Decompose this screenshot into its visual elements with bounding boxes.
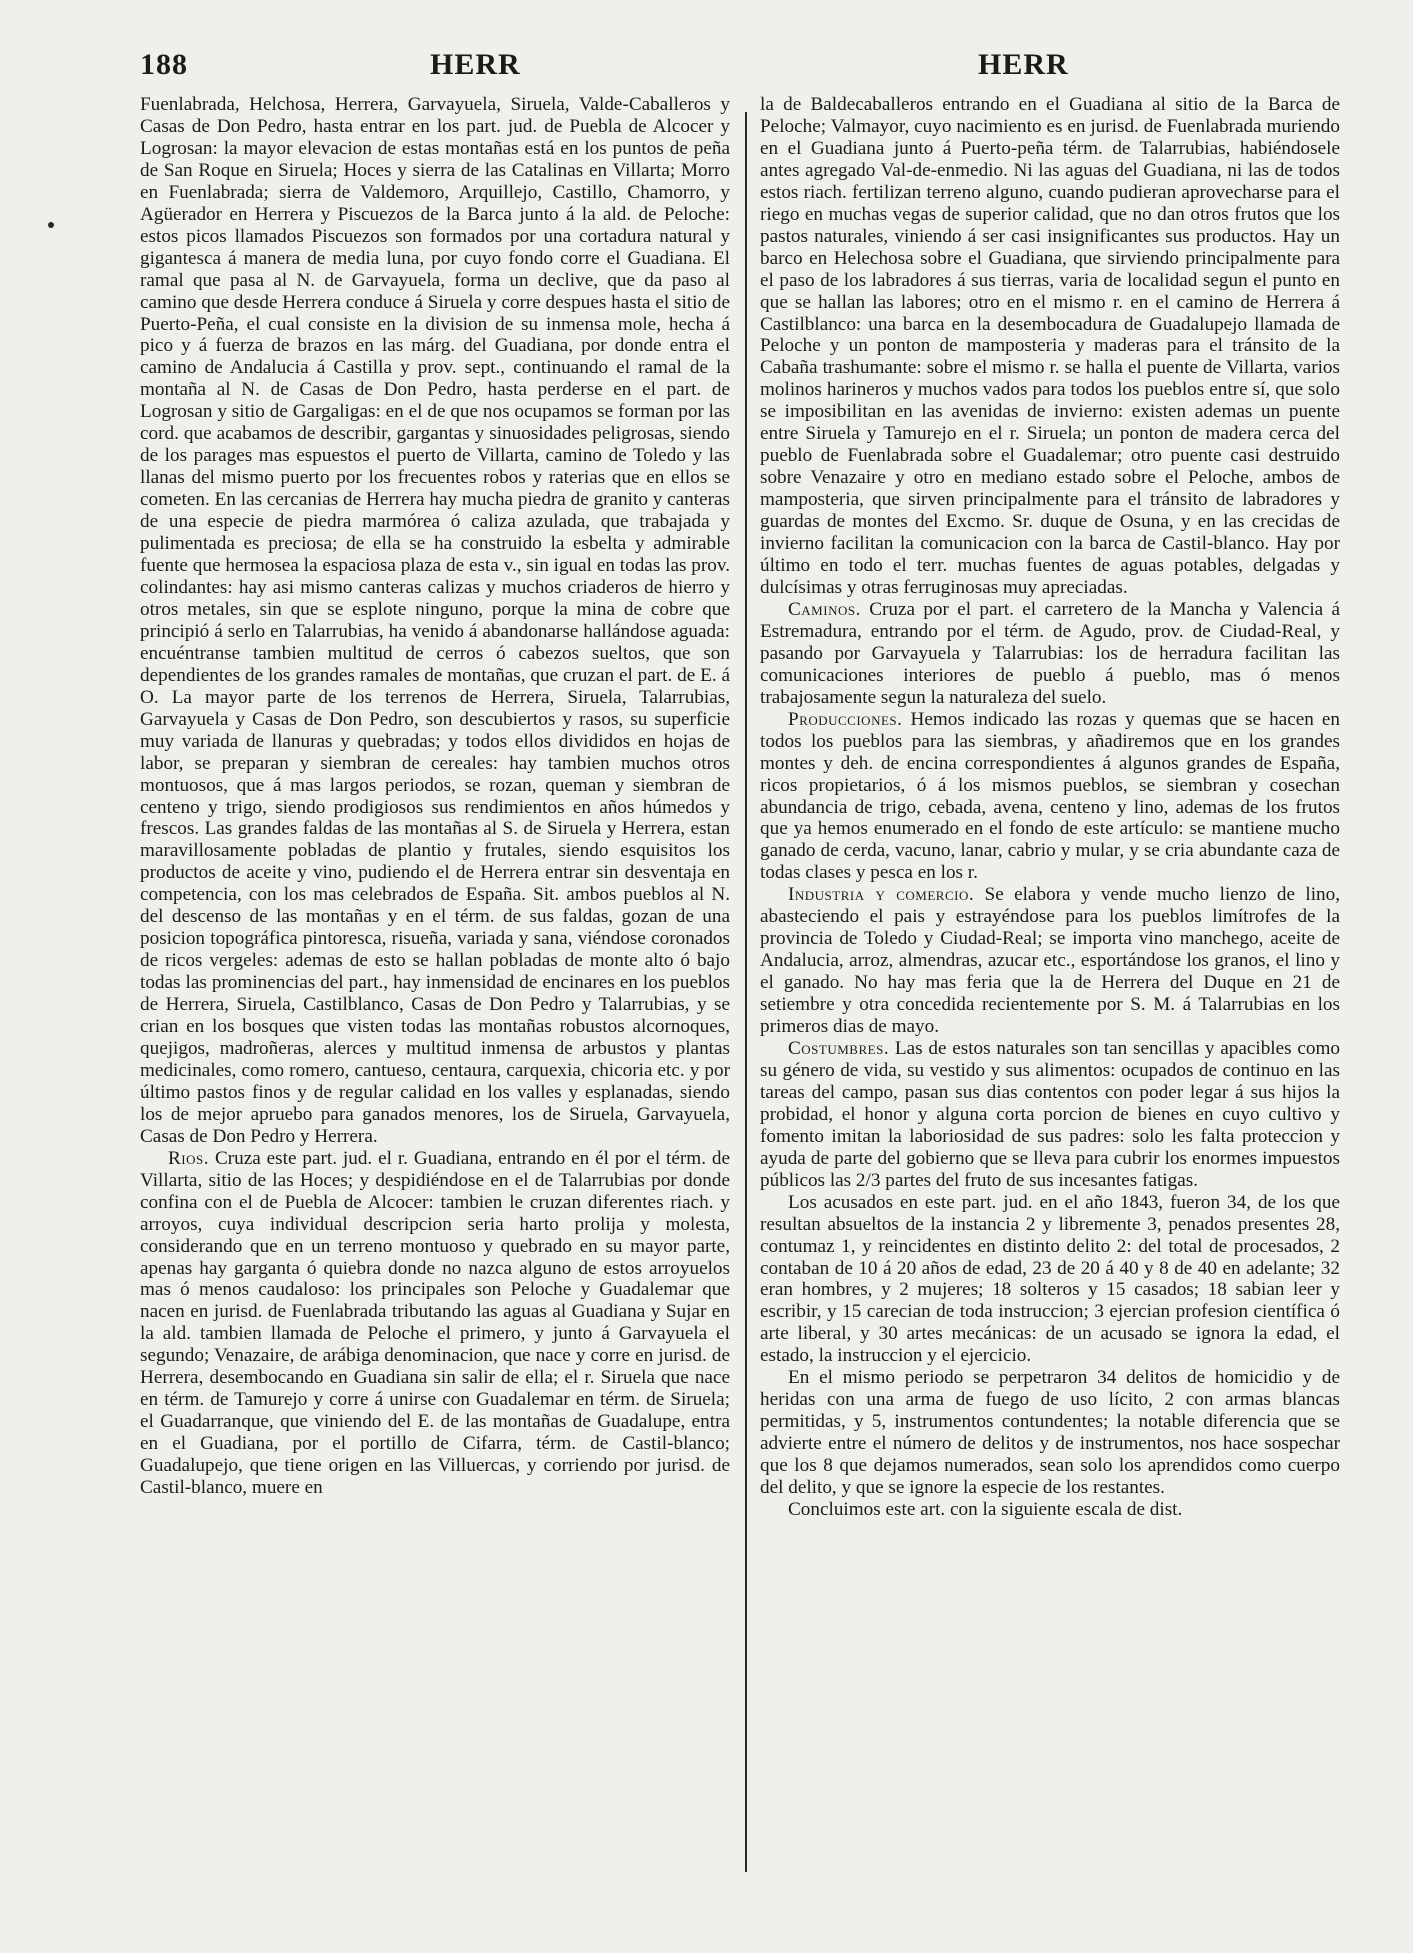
paragraph [140, 1148, 730, 1499]
paragraph [760, 94, 1340, 599]
paragraph-text: Los acusados en este part. jud. en el año 1843, fueron 34, de los que resultan absueltos de la instancia 2 y libremente 3, penados presentes 28, contumaz 1, y reincidentes en distinto delito 2: del total de procesados, 2 contaban de 10 á 20 años de edad, 23 de 20 á 40 y 8 de 40 en adelante; 32 eran hombres, y 2 mujeres; 18 solteros y 15 casados; 18 sabian leer y escribir, y 15 carecian de toda instruccion; 3 ejercian profesion científica ó arte liberal, y 30 artes mecánicas: de un acusado se ignora la edad, el estado, la instruccion y el ejercicio. [760, 1191, 1340, 1367]
paragraph [760, 1192, 1340, 1368]
paragraph-text: la de Baldecaballeros entrando en el Guadiana al sitio de la Barca de Peloche; Valmayor, cuyo nacimiento es en jurisd. de Fuenlabrada muriendo en el Guadiana junto á Puerto-peña térm. de Talarrubias, habiéndosele antes agregado Val-de-enmedio. Ni las aguas del Guadiana, ni las de todos estos riach. fertilizan terreno alguno, cuando pudieran aprovecharse para el riego en muchas vegas de superior calidad, que no dan otros frutos que los pastos naturales, viniendo á ser casi insignificantes sus productos. Hay un barco en Helechosa sobre el Guadiana, que sirviendo principalmente para el paso de los labradores á sus tierras, varia de localidad segun el punto en que se hallan las labores; otro en el mismo r. en el camino de Herrera á Castilblanco: una barca en la desembocadura de Guadalupejo llamada de Peloche y un ponton de mamposteria y maderas para el tránsito de la Cabaña trashumante: sobre el mismo r. se halla el puente de Villarta, varios molinos harineros y muchos vados para todos los pueblos entre sí, que solo se imposibilitan en las avenidas de invierno: existen ademas un puente entre Siruela y Tamurejo en el r. Siruela; un ponton de madera cerca del pueblo de Fuenlabrada sobre el Guadalemar; otro puente casi destruido sobre Venazaire y otro en mediano estado sobre el Peloche, ambos de mamposteria, que sirven principalmente para el tránsito de labradores y guardas de montes del Excmo. Sr. duque de Osuna, y en las crecidas de invierno facilitan la comunicacion con la barca de Castil-blanco. Hay por último en todo el terr. muchas fuentes de aguas potables, delgadas y dulcísimas y otras ferruginosas muy apreciadas. [760, 94, 1340, 598]
column-divider [745, 112, 747, 1872]
section-label: Caminos. [788, 598, 861, 620]
section-label: Costumbres. [788, 1037, 890, 1059]
paragraph [760, 884, 1340, 1038]
left-column [140, 94, 730, 1499]
paragraph [760, 1499, 1340, 1521]
paragraph [140, 94, 730, 1148]
paragraph [760, 1038, 1340, 1192]
paragraph-text: Cruza por el part. el carretero de la Mancha y Valencia á Estremadura, entrando por el térm. de Agudo, prov. de Ciudad-Real, y pasando por Garvayuela y Talarrubias: los de herradura facilitan las comunicaciones interiores de pueblo á pueblo, mas ó menos trabajosamente segun la naturaleza del suelo. [760, 598, 1340, 708]
ink-speck [48, 222, 54, 228]
left-running-head: HERR [430, 48, 521, 81]
page-number: 188 [140, 48, 188, 81]
paragraph [760, 709, 1340, 885]
paragraph-text: Las de estos naturales son tan sencillas y apacibles como su género de vida, su vestido y sus alimentos: ocupados de continuo en las tareas del campo, pasan sus dias contentos con poder legar á sus hijos la probidad, el honor y alguna corta porcion de bienes en cuyo cultivo y fomento imitan la laboriosidad de sus padres: solo les falta proteccion y ayuda de parte del gobierno que se lleva para cubrir los enormes impuestos públicos las 2/3 partes del fruto de sus incesantes fatigas. [760, 1037, 1340, 1191]
section-label: Producciones. [788, 708, 903, 730]
paragraph [760, 1367, 1340, 1499]
section-label: Rios. [168, 1147, 210, 1169]
paragraph-text: Cruza este part. jud. el r. Guadiana, entrando en él por el térm. de Villarta, sitio de las Hoces; y despidiéndose en el de Talarrubias por donde confina con el de Puebla de Alcocer: tambien le cruzan diferentes riach. y arroyos, cuya individual descripcion seria harto prolija y molesta, considerando que en un terreno montuoso y quebrado en su mayor parte, apenas hay garganta ó quiebra donde no nazca alguno de estos arroyuelos mas ó menos caudaloso: los principales son Peloche y Guadalemar que nacen en jurisd. de Fuenlabrada tributando las aguas al Guadiana y Sujar en la ald. tambien llamada de Peloche el primero, y junto á Garvayuela el segundo; Venazaire, de arábiga denominacion, que nace y corre en jurisd. de Herrera, desembocando en Guadiana sin salir de ella; el r. Siruela que nace en térm. de Tamurejo y corre á unirse con Guadalemar en térm. de Siruela; el Guadarranque, que viniendo del E. de las montañas de Guadalupe, entra en el Guadiana, por el portillo de Cifarra, térm. de Castil-blanco; Guadalupejo, que tiene origen en las Villuercas, y corriendo por jurisd. de Castil-blanco, muere en [140, 1147, 731, 1499]
paragraph-text: Concluimos este art. con la siguiente escala de dist. [788, 1499, 1183, 1520]
paragraph-text: En el mismo periodo se perpetraron 34 delitos de homicidio y de heridas con una arma de fuego de uso lícito, 2 con armas blancas permitidas, y 5, instrumentos contundentes; la notable diferencia que se advierte entre el número de delitos y de instrumentos, nos hace sospechar que los 8 que dejamos numerados, sean solo los aprendidos como cuerpo del delito, y que se ignore la especie de los restantes. [760, 1367, 1340, 1499]
paragraph [760, 599, 1340, 709]
section-label: Industria y comercio. [788, 884, 975, 906]
right-running-head: HERR [978, 48, 1069, 81]
right-column [760, 94, 1340, 1521]
paragraph-text: Fuenlabrada, Helchosa, Herrera, Garvayuela, Siruela, Valde-Caballeros y Casas de Don Pedro, hasta entrar en los part. jud. de Puebla de Alcocer y Logrosan: la mayor elevacion de estas montañas está en los puntos de peña de San Roque en Siruela; Hoces y sierra de las Catalinas en Villarta; Morro en Fuenlabrada; sierra de Valdemoro, Arquillejo, Castillo, Chamorro, y Agüerador en Herrera y Piscuezos de la Barca junto á la ald. de Peloche: estos picos llamados Piscuezos son formados por una cortadura natural y gigantesca á manera de media luna, por cuyo fondo corre el Guadiana. El ramal que pasa al N. de Garvayuela, forma un declive, que da paso al camino que desde Herrera conduce á Siruela y corre despues hasta el sitio de Puerto-Peña, el cual consiste en la division de su inmensa mole, hecha á pico y á fuerza de brazos en las márg. del Guadiana, por donde entra el camino de Andalucia á Castilla y prov. sept., continuando el ramal de la montaña al N. de Casas de Don Pedro, hasta perderse en el part. de Logrosan y sitio de Gargaligas: en el de que nos ocupamos se forman por las cord. que acabamos de describir, gargantas y sinuosidades peligrosas, siendo de los parages mas espuestos el puerto de Villarta, camino de Toledo y las llanas del mismo puerto por los frecuentes robos y raterias que en ellos se cometen. En las cercanias de Herrera hay mucha piedra de granito y canteras de una especie de piedra marmórea ó caliza azulada, que trabajada y pulimentada es preciosa; de ella se ha construido la esbelta y admirable fuente que hermosea la espaciosa plaza de esta v., sin igual en todas las prov. colindantes: hay asi mismo canteras calizas y muchos criaderos de hierro y otros metales, sin que se esplote ninguno, porque la mina de cobre que principió á serlo en Talarrubias, ha venido á abandonarse hallándose aguada: encuéntranse tambien multitud de cerros ó cabezos sueltos, que son dependientes de los grandes ramales de montañas, que cruzan el part. de E. á O. La mayor parte de los terrenos de Herrera, Siruela, Talarrubias, Garvayuela y Casas de Don Pedro, son descubiertos y rasos, su superficie muy variada de llanuras y quebradas; y todos ellos divididos en hojas de labor, se preparan y siembran de cereales: hay tambien muchos otros montuosos, que á mas largos periodos, se rozan, queman y siembran de centeno y trigo, siendo prodigiosos sus rendimientos en años húmedos y frescos. Las grandes faldas de las montañas al S. de Siruela y Herrera, estan maravillosamente pobladas de plantio y frutales, siendo esquisitos los productos de aceite y vino, pudiendo el de Herrera entrar sin desventaja en competencia, con los mas celebrados de España. Sit. ambos pueblos al N. del descenso de las montañas y en el térm. de sus faldas, gozan de una posicion topográfica pintoresca, risueña, variada y sana, viéndose coronados de ricos vergeles: ademas de esto se hallan pobladas de monte alto ó bajo todas las prominencias del part., hay inmensidad de encinares en los pueblos de Herrera, Siruela, Castilblanco, Casas de Don Pedro y Talarrubias, y se crian en los bosques que visten todas las montañas robustos alcornoques, quejigos, madroñeras, alerces y multitud inmensa de arbustos y plantas medicinales, como romero, cantueso, centaura, carquexia, chicoria etc. y por último pastos finos y de regular calidad en los valles y esplanadas, siendo los de mejor apruebo para ganados menores, los de Siruela, Garvayuela, Casas de Don Pedro y Herrera. [140, 94, 730, 1147]
paragraph-text: Hemos indicado las rozas y quemas que se hacen en todos los pueblos para las siembras, y añadiremos que en los grandes montes y deh. de encina correspondientes á algunos grandes de España, ricos propietarios, ó á los mismos pueblos, se siembran y cosechan abundancia de trigo, cebada, avena, centeno y lino, ademas de los frutos que ya hemos enumerado en el fondo de este artículo: se mantiene mucho ganado de cerda, vacuno, lanar, cabrio y mular, y se cria abundante caza de todas clases y pesca en los r. [760, 708, 1340, 884]
page-header [140, 48, 1300, 92]
paragraph-text: Se elabora y vende mucho lienzo de lino, abasteciendo el pais y estrayéndose para los pueblos limítrofes de la provincia de Toledo y Ciudad-Real; se importa vino manchego, aceite de Andalucia, arroz, almendras, azucar etc., esportándose los granos, el lino y el ganado. No hay mas feria que la de Herrera del Duque en 21 de setiembre y otra concedida recientemente por S. M. á Talarrubias en los primeros dias de mayo. [760, 884, 1341, 1038]
